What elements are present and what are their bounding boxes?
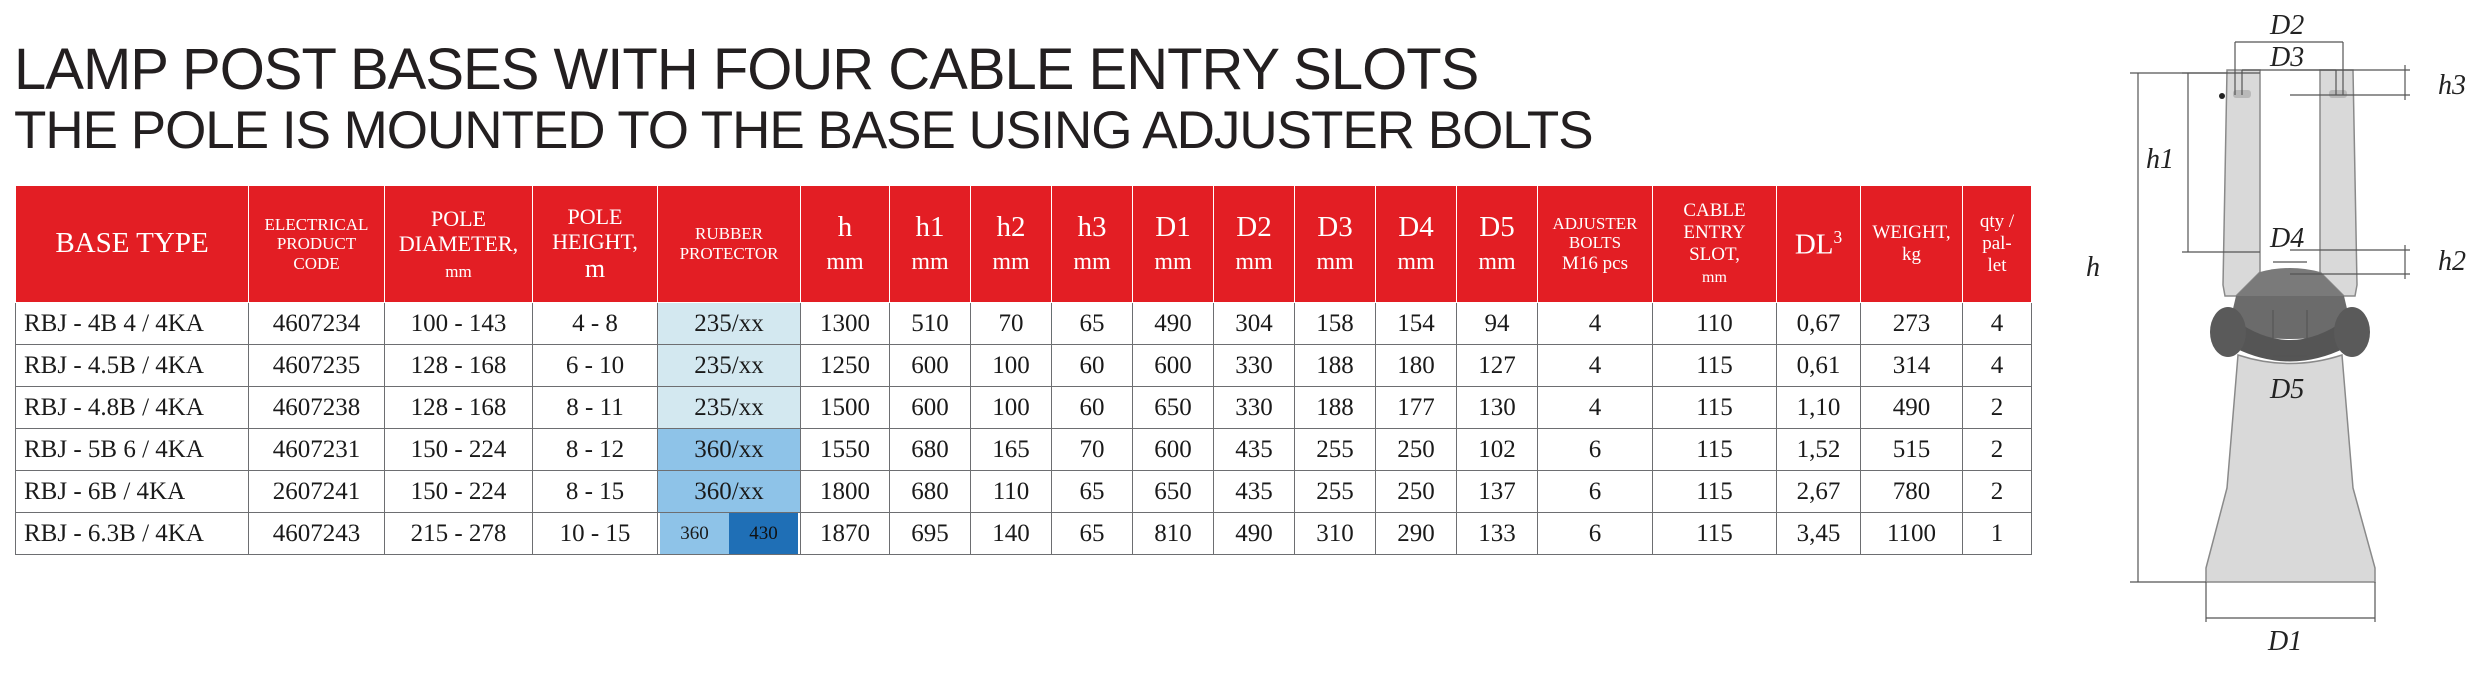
header-pole-diameter: POLE DIAMETER, mm — [385, 186, 533, 303]
d3-cell: 255 — [1295, 471, 1376, 513]
h2-cell: 70 — [971, 303, 1052, 345]
pole-diameter-cell: 150 - 224 — [385, 429, 533, 471]
weight-cell: 314 — [1861, 345, 1963, 387]
h-cell: 1250 — [801, 345, 890, 387]
dl3-cell: 0,61 — [1777, 345, 1861, 387]
d3-cell: 188 — [1295, 387, 1376, 429]
table-row — [16, 513, 2032, 555]
adjuster-bolts-cell: 4 — [1538, 387, 1653, 429]
h1-cell: 600 — [890, 387, 971, 429]
header-product-code: ELECTRICAL PRODUCT CODE — [249, 186, 385, 303]
d2-cell: 330 — [1214, 345, 1295, 387]
h-cell: 1870 — [801, 513, 890, 555]
header-h1: h1 mm — [890, 186, 971, 303]
h-cell: 1550 — [801, 429, 890, 471]
specification-table — [15, 185, 2032, 555]
h3-cell: 60 — [1052, 387, 1133, 429]
pole-height-cell: 4 - 8 — [533, 303, 658, 345]
product-code-cell: 4607238 — [249, 387, 385, 429]
adjuster-bolts-cell: 6 — [1538, 471, 1653, 513]
pole-height-cell: 6 - 10 — [533, 345, 658, 387]
dimension-label-d4: D4 — [2270, 223, 2305, 254]
h2-cell: 165 — [971, 429, 1052, 471]
cable-slot-cell: 115 — [1653, 345, 1777, 387]
h2-cell: 100 — [971, 345, 1052, 387]
qty-pallet-cell: 1 — [1963, 513, 2032, 555]
qty-pallet-cell: 4 — [1963, 303, 2032, 345]
adjuster-bolts-cell: 6 — [1538, 513, 1653, 555]
h3-cell: 65 — [1052, 471, 1133, 513]
rubber-protector-cell: 360/xx — [658, 471, 801, 513]
dl3-cell: 1,52 — [1777, 429, 1861, 471]
d2-cell: 435 — [1214, 429, 1295, 471]
d4-cell: 250 — [1376, 471, 1457, 513]
pole-diameter-cell: 100 - 143 — [385, 303, 533, 345]
base-type-cell: RBJ - 6B / 4KA — [16, 471, 249, 513]
cable-slot-cell: 115 — [1653, 387, 1777, 429]
d2-cell: 330 — [1214, 387, 1295, 429]
rubber-protector-cell — [658, 513, 801, 555]
weight-cell: 780 — [1861, 471, 1963, 513]
cable-slot-cell: 115 — [1653, 513, 1777, 555]
qty-pallet-cell: 2 — [1963, 471, 2032, 513]
product-code-cell: 2607241 — [249, 471, 385, 513]
h3-cell: 60 — [1052, 345, 1133, 387]
d1-cell: 810 — [1133, 513, 1214, 555]
dimension-label-d1: D1 — [2268, 626, 2303, 657]
product-code-cell: 4607234 — [249, 303, 385, 345]
base-type-cell: RBJ - 6.3B / 4KA — [16, 513, 249, 555]
d3-cell: 188 — [1295, 345, 1376, 387]
d5-cell: 137 — [1457, 471, 1538, 513]
qty-pallet-cell: 2 — [1963, 429, 2032, 471]
header-d1: D1 mm — [1133, 186, 1214, 303]
base-type-cell: RBJ - 4B 4 / 4KA — [16, 303, 249, 345]
h3-cell: 70 — [1052, 429, 1133, 471]
dl3-cell: 2,67 — [1777, 471, 1861, 513]
d3-cell: 310 — [1295, 513, 1376, 555]
dimension-label-h2: h2 — [2438, 246, 2466, 277]
d1-cell: 600 — [1133, 345, 1214, 387]
pole-diameter-cell: 128 - 168 — [385, 345, 533, 387]
table-row — [16, 387, 2032, 429]
pole-height-cell: 8 - 12 — [533, 429, 658, 471]
d3-cell: 158 — [1295, 303, 1376, 345]
weight-cell: 1100 — [1861, 513, 1963, 555]
rubber-protector-360: 360 — [660, 513, 729, 554]
adjuster-bolts-cell: 4 — [1538, 345, 1653, 387]
weight-cell: 490 — [1861, 387, 1963, 429]
dl3-cell: 1,10 — [1777, 387, 1861, 429]
h-cell: 1300 — [801, 303, 890, 345]
page-title: LAMP POST BASES WITH FOUR CABLE ENTRY SLOTS — [14, 37, 1479, 102]
h-cell: 1500 — [801, 387, 890, 429]
d5-cell: 133 — [1457, 513, 1538, 555]
dimension-label-h3: h3 — [2438, 70, 2466, 101]
adjuster-bolts-cell: 6 — [1538, 429, 1653, 471]
page-subtitle: THE POLE IS MOUNTED TO THE BASE USING ADJUSTER BOLTS — [14, 101, 1593, 160]
d2-cell: 435 — [1214, 471, 1295, 513]
table-row — [16, 471, 2032, 513]
d1-cell: 650 — [1133, 387, 1214, 429]
d4-cell: 180 — [1376, 345, 1457, 387]
dl3-cell: 0,67 — [1777, 303, 1861, 345]
weight-cell: 515 — [1861, 429, 1963, 471]
table-row — [16, 303, 2032, 345]
pole-diameter-cell: 128 - 168 — [385, 387, 533, 429]
rubber-protector-cell: 235/xx — [658, 387, 801, 429]
header-cable-slot: CABLE ENTRY SLOT, mm — [1653, 186, 1777, 303]
header-d5: D5 mm — [1457, 186, 1538, 303]
header-weight: WEIGHT, kg — [1861, 186, 1963, 303]
h1-cell: 680 — [890, 471, 971, 513]
rubber-protector-cell: 235/xx — [658, 345, 801, 387]
h2-cell: 100 — [971, 387, 1052, 429]
cable-slot-cell: 115 — [1653, 429, 1777, 471]
d4-cell: 154 — [1376, 303, 1457, 345]
d5-cell: 94 — [1457, 303, 1538, 345]
pole-diameter-cell: 150 - 224 — [385, 471, 533, 513]
rubber-protector-cell: 235/xx — [658, 303, 801, 345]
header-rubber-protector: RUBBER PROTECTOR — [658, 186, 801, 303]
d1-cell: 600 — [1133, 429, 1214, 471]
h3-cell: 65 — [1052, 513, 1133, 555]
header-h: h mm — [801, 186, 890, 303]
qty-pallet-cell: 2 — [1963, 387, 2032, 429]
h1-cell: 600 — [890, 345, 971, 387]
dimension-label-d2: D2 — [2270, 10, 2305, 41]
dimension-label-h: h — [2086, 252, 2100, 283]
d5-cell: 130 — [1457, 387, 1538, 429]
d2-cell: 490 — [1214, 513, 1295, 555]
h1-cell: 680 — [890, 429, 971, 471]
d4-cell: 290 — [1376, 513, 1457, 555]
d1-cell: 490 — [1133, 303, 1214, 345]
rubber-protector-430: 430 — [729, 513, 798, 554]
lamp-base-diagram — [2070, 0, 2480, 680]
dimension-label-h1: h1 — [2146, 144, 2174, 175]
cable-slot-cell: 115 — [1653, 471, 1777, 513]
d5-cell: 102 — [1457, 429, 1538, 471]
header-d2: D2 mm — [1214, 186, 1295, 303]
base-type-cell: RBJ - 5B 6 / 4KA — [16, 429, 249, 471]
table-row — [16, 345, 2032, 387]
h-cell: 1800 — [801, 471, 890, 513]
rubber-protector-cell: 360/xx — [658, 429, 801, 471]
d5-cell: 127 — [1457, 345, 1538, 387]
header-d4: D4 mm — [1376, 186, 1457, 303]
h1-cell: 510 — [890, 303, 971, 345]
weight-cell: 273 — [1861, 303, 1963, 345]
h2-cell: 140 — [971, 513, 1052, 555]
pole-height-cell: 8 - 11 — [533, 387, 658, 429]
product-code-cell: 4607243 — [249, 513, 385, 555]
dl3-cell: 3,45 — [1777, 513, 1861, 555]
table-row — [16, 429, 2032, 471]
header-base-type: BASE TYPE — [16, 186, 249, 303]
header-h3: h3 mm — [1052, 186, 1133, 303]
product-code-cell: 4607235 — [249, 345, 385, 387]
d2-cell: 304 — [1214, 303, 1295, 345]
pole-height-cell: 10 - 15 — [533, 513, 658, 555]
pole-diameter-cell: 215 - 278 — [385, 513, 533, 555]
pole-height-cell: 8 - 15 — [533, 471, 658, 513]
header-adjuster-bolts: ADJUSTER BOLTS M16 pcs — [1538, 186, 1653, 303]
base-body — [2206, 70, 2375, 582]
h3-cell: 65 — [1052, 303, 1133, 345]
h1-cell: 695 — [890, 513, 971, 555]
header-d3: D3 mm — [1295, 186, 1376, 303]
d4-cell: 250 — [1376, 429, 1457, 471]
cable-slot-cell: 110 — [1653, 303, 1777, 345]
dimension-label-d5: D5 — [2270, 374, 2305, 405]
header-row — [16, 186, 2032, 303]
d1-cell: 650 — [1133, 471, 1214, 513]
header-dl3: $DL^3$ — [1777, 186, 1861, 303]
d3-cell: 255 — [1295, 429, 1376, 471]
header-h2: h2 mm — [971, 186, 1052, 303]
header-qty-pallet: qty / pal- let — [1963, 186, 2032, 303]
h2-cell: 110 — [971, 471, 1052, 513]
base-type-cell: RBJ - 4.8B / 4KA — [16, 387, 249, 429]
adjuster-bolts-cell: 4 — [1538, 303, 1653, 345]
d4-cell: 177 — [1376, 387, 1457, 429]
header-pole-height: POLE HEIGHT, m — [533, 186, 658, 303]
base-type-cell: RBJ - 4.5B / 4KA — [16, 345, 249, 387]
product-code-cell: 4607231 — [249, 429, 385, 471]
qty-pallet-cell: 4 — [1963, 345, 2032, 387]
dimension-label-d3: D3 — [2270, 42, 2305, 73]
